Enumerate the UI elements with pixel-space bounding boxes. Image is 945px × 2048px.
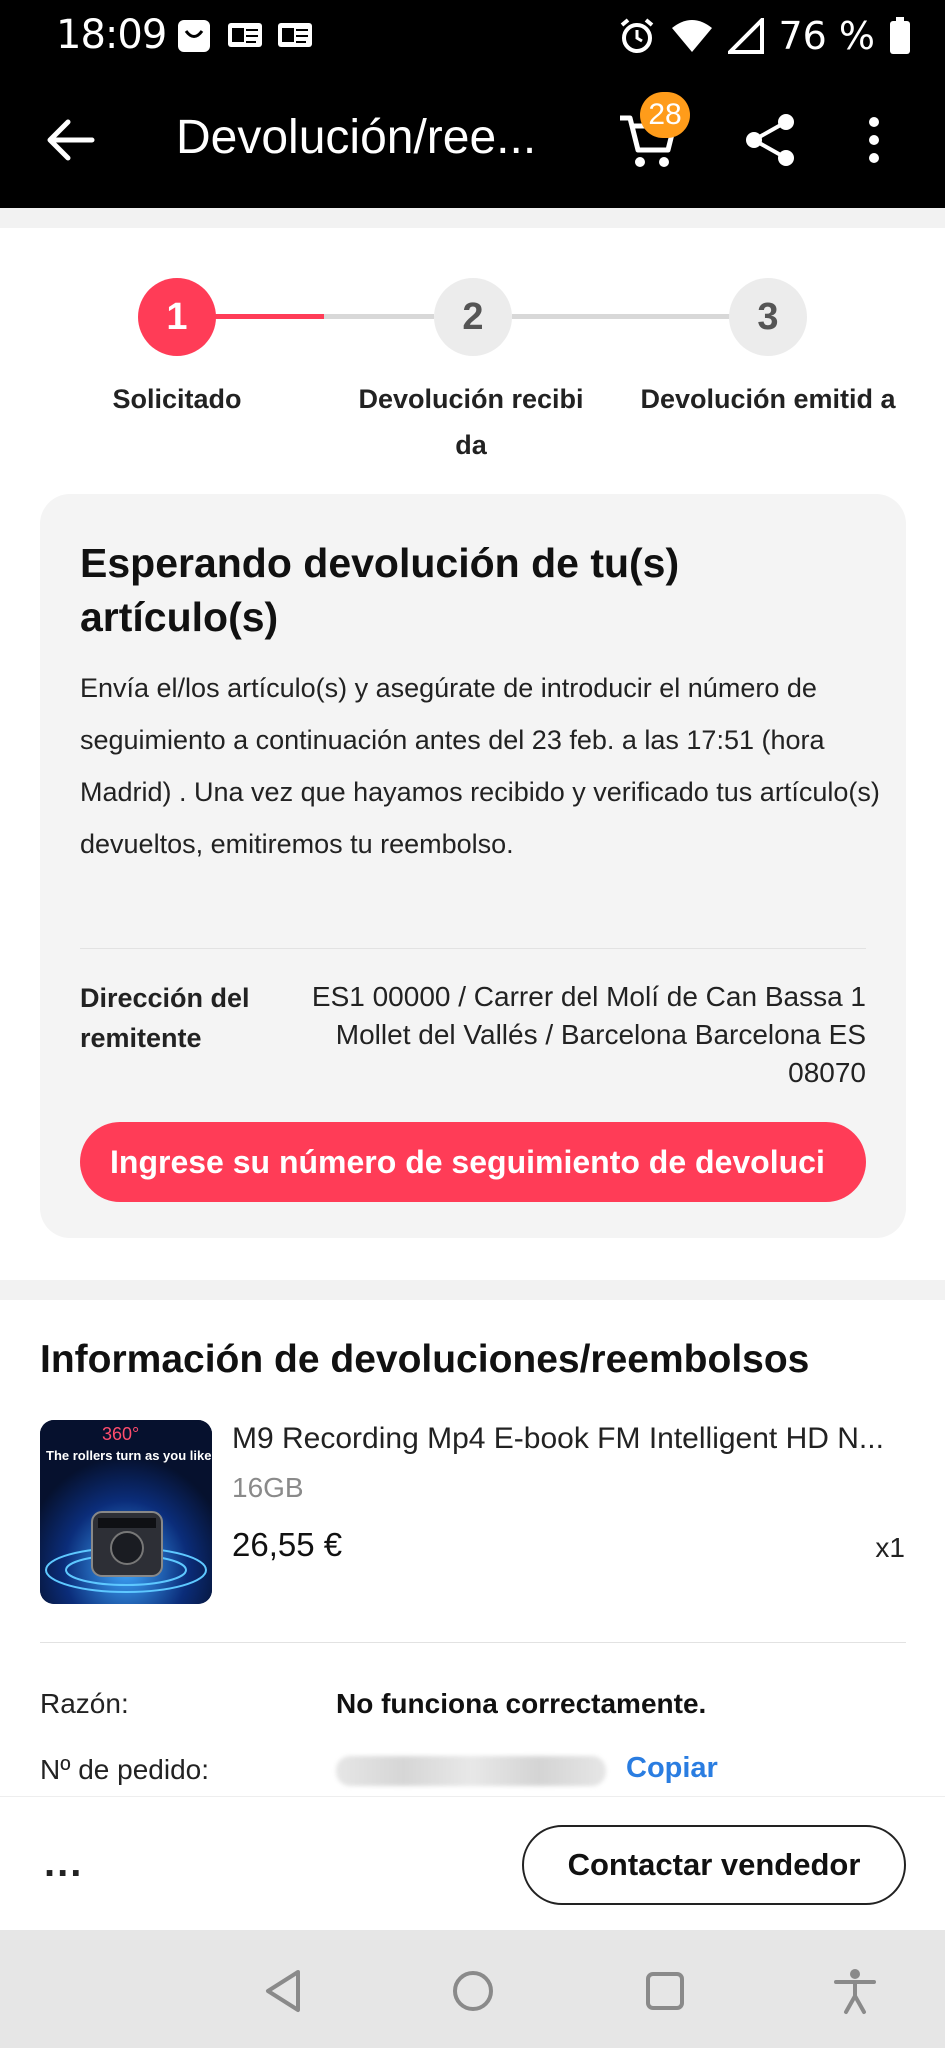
product-image-headline: The rollers turn as you like: [46, 1448, 212, 1463]
step-3-label: Devolución emitid a: [640, 384, 896, 414]
return-status-card: [40, 494, 906, 1238]
app-bar: [0, 72, 945, 208]
reason-value: No funciona correctamente.: [336, 1688, 707, 1719]
refund-info-title: Información de devoluciones/reembolsos: [40, 1338, 810, 1381]
wifi-icon: [670, 18, 714, 54]
order-number-label: Nº de pedido:: [40, 1754, 210, 1785]
copy-order-number-button[interactable]: Copiar: [626, 1752, 718, 1784]
battery-icon: [889, 17, 911, 55]
card-divider: [80, 948, 866, 949]
reason-label: Razón:: [40, 1688, 129, 1719]
progress-line-pending-2: [512, 314, 730, 319]
battery-percent: 76 %: [778, 14, 875, 58]
step-2-label: Devolución recibi da: [358, 384, 584, 460]
status-description: Envía el/los artículo(s) y asegúrate de introducir el número de seguimiento a continuación antes del 23 feb. a las 17:51 (hora Madrid) . Una vez que hayamos recibido y verificado tus artículo(s) devueltos, emitiremos tu reembolso.: [80, 673, 880, 859]
product-price: 26,55 €: [232, 1526, 343, 1563]
signal-icon: [728, 18, 764, 54]
product-image-caption: 360°: [102, 1424, 140, 1444]
share-icon[interactable]: [740, 110, 800, 170]
product-variant: 16GB: [232, 1472, 304, 1503]
product-thumbnail[interactable]: [40, 1420, 212, 1604]
notification-mail-icon: [226, 18, 264, 52]
more-options-icon[interactable]: [862, 110, 886, 170]
page-title: Devolución/ree...: [176, 111, 537, 164]
accessibility-icon[interactable]: [830, 1966, 880, 2016]
product-quantity: x1: [875, 1532, 905, 1563]
notification-mail-icon-2: [276, 18, 314, 52]
status-bar: [0, 0, 945, 72]
status-heading: Esperando devolución de tu(s) artículo(s): [80, 540, 680, 640]
system-navigation-bar: [0, 1930, 945, 2048]
bottom-action-bar: [0, 1796, 945, 1930]
step-2-circle: 2: [434, 278, 512, 356]
progress-line-pending: [324, 314, 434, 319]
nav-recents-icon[interactable]: [640, 1966, 690, 2016]
sender-address-label: Dirección del remitente: [80, 983, 250, 1053]
cart-count-badge: 28: [640, 92, 690, 138]
status-time: 18:09: [56, 12, 167, 58]
back-arrow-icon[interactable]: [40, 110, 100, 170]
order-number-redacted: [336, 1756, 606, 1786]
return-progress-stepper: [0, 228, 945, 468]
notification-app-icon: [176, 18, 212, 54]
step-1-circle: 1: [138, 278, 216, 356]
alarm-icon: [618, 17, 656, 55]
nav-home-icon[interactable]: [448, 1966, 498, 2016]
info-divider: [40, 1642, 906, 1643]
product-name[interactable]: M9 Recording Mp4 E-book FM Intelligent HD N...: [232, 1422, 884, 1455]
step-1-label: Solicitado: [112, 384, 242, 414]
section-separator: [0, 208, 945, 228]
nav-back-icon[interactable]: [258, 1966, 308, 2016]
section-separator-2: [0, 1280, 945, 1300]
step-3-circle: 3: [729, 278, 807, 356]
more-actions-button[interactable]: ...: [44, 1841, 84, 1885]
contact-seller-button[interactable]: Contactar vendedor: [522, 1825, 906, 1905]
sender-address-value: ES1 00000 / Carrer del Molí de Can Bassa 1 Mollet del Vallés / Barcelona Barcelona ES 08070: [311, 981, 866, 1088]
enter-tracking-number-button[interactable]: Ingrese su número de seguimiento de devoluci: [80, 1122, 866, 1202]
